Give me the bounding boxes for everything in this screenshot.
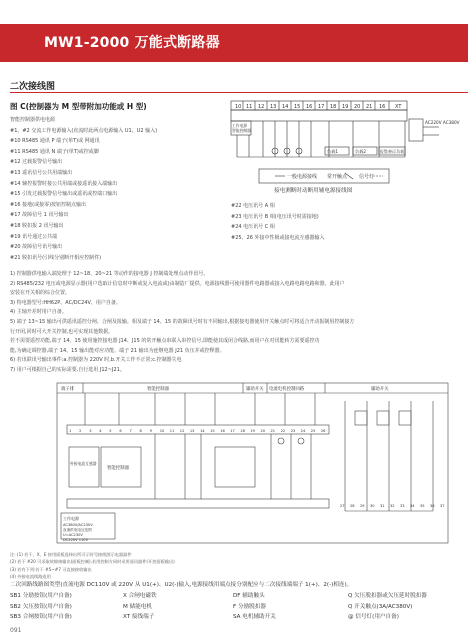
note-line: 行开闭,同时可大开关控制,也可实现其他数据。 [10,328,114,335]
aux-box [215,447,255,487]
terminal-number: 30 [370,504,375,508]
note-line: 1) 控制器供电输入端处理于 12~18、20~21 等动作的接电器 J 控制端处理点动作讯号。 [10,271,209,277]
figure-description-right [231,201,461,243]
footnote-line: (2) 若干 #20 可采取故障接输出(面板控制),若用控制方同时采用遥讯器件(开控面板输出) [10,559,175,565]
section-divider [10,92,468,93]
ac-range-label: AC380V/AC230V [63,523,93,527]
terminal-number: 21 [270,429,276,433]
diagram-caption: 接电测断时动断用辅电源接线图 [274,188,353,194]
terminal-strip-lower [67,499,329,508]
load-1-label: 负载1 [327,149,339,154]
desc-line: #16 接地(或接零)按钮控制点输出 [10,201,87,208]
note-line: 3) 特电器型号:HH62P、AC/DC24V、用户自备。 [10,299,121,306]
terminal-number: 13 [189,429,195,433]
terminal-number: 24 [300,429,306,433]
footnote-line: (4) 外接电流线路选用 [10,574,51,580]
note-line: 6) 若讯联讯号输出事件:a.控制器为 220V 时,b.开关工作不正常;c.控制器失电 [10,357,182,364]
header-label: 电流电机控制回路 [269,387,305,392]
header-label: 辅助开关 [371,387,389,392]
controller-label: 智能控制器 [107,466,129,471]
terminal-number: 35 [420,504,425,508]
legend-row [10,612,465,623]
terminal-number: 33 [400,504,405,508]
notes-block [10,270,465,376]
terminal-label: 12 [258,104,265,110]
terminal-strip-upper [67,425,329,434]
note-line: 7) 用户可根据自己的实际需要,自行选用 J12~J21。 [10,366,125,373]
terminal-label: 13 [270,104,277,110]
terminal-number: 28 [350,504,355,508]
desc-line: #21 脱扣讯号(引线分别断开相应控制件) [10,254,102,261]
header-label: 端子排 [61,387,75,392]
note-line: 能,为确定调控器,端子 14、15 输出能对应功能。端子 21 输出为连继电器 J21 负压并或控释器。 [10,347,225,354]
terminal-number: 25 [310,429,316,433]
terminal-number: 19 [250,429,255,433]
terminal-number: 9 [149,429,152,433]
desc-line: #13 遥讯信号公共用端输出 [10,169,73,176]
header-label: 智能控制器 [147,387,169,392]
terminal-number: 11 [169,429,175,433]
terminal-number: 17 [230,429,235,433]
note-line: 4) 主轴开差时用户自备。 [10,309,67,316]
terminal-number: 6 [119,429,122,433]
terminal-number: 8 [139,429,142,433]
terminal-number: 1 [69,429,72,433]
ct-label: 外接电流互感器 [70,461,97,466]
footnote-line: 注: (1) 若干、X、E 按用面板选择出所可示符号接线图示电器器件 [10,552,132,557]
terminal-label: 18 [330,104,337,110]
terminal-number: 4 [99,429,102,433]
terminal-label: 15 [294,104,301,110]
terminal-number: 26 [320,429,326,433]
desc-line: #23 电压讯号 B 相(电压讯号时需接地) [231,213,319,220]
header-label: 辅助开关 [246,387,264,392]
note-line: 安装在开关相的综合位置。 [10,290,71,297]
legend-row [10,602,465,613]
legend-dash-label: 信号灯 [359,174,375,180]
terminal-number: 5 [109,429,112,433]
terminal-number: 27 [340,504,345,508]
desc-line: #17 故障信号 1 讯号输出 [10,212,69,219]
desc-line: #14 辅控报警时接公共用端或接遥讯接入端输出 [10,180,118,187]
terminal-label: 11 [246,104,253,110]
footnote-line: (3) 若有下列:若干 #5~#7 可直接接收输出 [10,566,92,572]
terminal-label: 14 [282,104,289,110]
terminal-number: 16 [220,429,225,433]
terminal-number: 2 [79,429,82,433]
desc-line: #12 过载报警信号输出 [10,159,63,166]
controller-label: 智能控制器 [232,128,251,133]
component-legend [10,591,465,623]
terminal-number: 15 [210,429,215,433]
terminal-number: 14 [200,429,205,433]
terminal-label: 20 [354,104,361,110]
u-label: U=AC230V [63,533,83,537]
diagram-frame [57,383,448,543]
page-title: MW1-2000 万能式断路器 [44,35,220,51]
note-line: 2) RS485/232 电压或电源显示器(用户选取计信息时中断或复入电流或)由制造厂提供。电源接线器可使用器件电路器或接入电路电路电路和器。此用户 [10,280,345,287]
terminal-number: 34 [410,504,415,508]
note-line: 5) 端子 13~15 输出可供遥讯遥控分闸、合闸及报输。相及端子 14、15 的故障讯号时有不同输出,根据接电器使用开关触点时可将适合开动报制用控制接方 [10,318,355,325]
terminal-number: 32 [390,504,395,508]
desc-line: #11 RS485 通讯 N 端子(单T)或控或脚 [10,148,99,155]
load-3-label: 报警/指示负载 [380,149,405,154]
footnotes [10,551,465,581]
legend-item: Q 开关触点(3A/AC380V) [348,603,413,610]
terminal-number: 31 [380,504,385,508]
legend-title: 二次回路线路图类型(直流电源 DC110V 或 220V 从 U1(+)、U2(-)输入,电源接线用端点接分别配应与二次接线端端子 1(+)、2(-)相连)。 [10,582,353,588]
legend-item: SB3 合闸按钮(用户自备) [10,614,72,620]
terminal-number: 20 [260,429,266,433]
ct-box [69,447,99,487]
desc-line: #19 讯号通过公共端 [10,233,58,240]
legend-item: Q 欠压脱扣器或欠压延时脱扣器 [348,593,427,599]
dc-label: DC220V 110V [63,538,89,542]
terminal-number: 10 [159,429,165,433]
desc-line: #22 电压讯号 A 相 [231,203,275,209]
terminal-label: 17 [318,104,325,110]
legend-item: F 分励脱扣器 [233,603,266,610]
legend-item: M 储能电机 [123,603,152,610]
terminal-number: 12 [179,429,185,433]
section-title: 二次接线图 [10,82,56,92]
power-label: 工作电源 [63,516,79,521]
legend-contact-label: 常开触点 [327,174,348,180]
terminal-label: 10 [235,104,242,110]
figure-title: 图 C(控制器为 M 型带附加功能或 H 型) [10,102,147,111]
legend-item: SB2 欠压按钮(用户自备) [10,603,72,610]
desc-line: #15 引发过载报警信号输出或遥讯或控端口输出 [10,191,118,198]
desc-line: 智能控制器供电电源 [10,117,56,123]
legend-item: @ 信号灯(用户自备) [348,614,399,620]
load-2-label: 负载2 [355,149,367,154]
terminal-label: 21 [366,104,373,110]
terminal-label: 16 [379,104,386,110]
desc-line: #20 故障信号讯号输出 [10,244,63,251]
terminal-number: 7 [129,429,132,433]
terminal-number: 36 [430,504,435,508]
terminal-label: XT [395,104,402,110]
desc-line: #24 电压讯号 C 相 [231,224,275,231]
terminal-number: 29 [360,504,365,508]
power-label: 工作电源 [232,123,248,128]
desc-line: #10 RS485 通讯 P 端子(单T)或 网通讯 [10,138,100,145]
terminal-number: 3 [89,429,92,433]
legend-line-label: 一般电源接线 [287,174,318,180]
desc-line: #25、26 外接中性极或接电流互感器输入 [231,234,325,241]
legend-item: X 合闸电磁铁 [123,593,157,599]
page-number: 091 [10,627,22,634]
terminal-label: 16 [306,104,313,110]
ac-label: AC220V AC380V [425,120,460,125]
top-wiring-diagram [229,97,465,192]
breaker-box [409,119,423,141]
desc-line: #18 脱扣报 2 讯号输出 [10,222,64,229]
terminal-label: 19 [342,104,349,110]
terminal-number: 23 [290,429,296,433]
range-label: 直流供电电压范围 [63,528,92,532]
desc-line: #1、#2 交流工作电源输入(直流时此两点电源输入 U1、U2 输入) [10,127,158,134]
legend-item: SB1 分励按钮(用户自备) [10,593,72,599]
figure-description-left [10,115,225,263]
legend-item: SA 电机辅助开关 [233,614,276,620]
terminal-number: 37 [440,504,445,508]
legend-item: DF 辅助触头 [233,593,265,599]
terminal-number: 22 [280,429,286,433]
bottom-wiring-diagram [55,381,450,545]
legend-item: XT 接线端子 [123,614,155,620]
terminal-number: 18 [240,429,245,433]
note-line: 若不需要遥控功能,端子 14、15 使用施控接电器 J14、J15 的常开触点串联入串控信号,即能使其成闭合线路,而用户在对讯能转方需要遥控功 [10,338,320,345]
legend-row [10,591,465,602]
